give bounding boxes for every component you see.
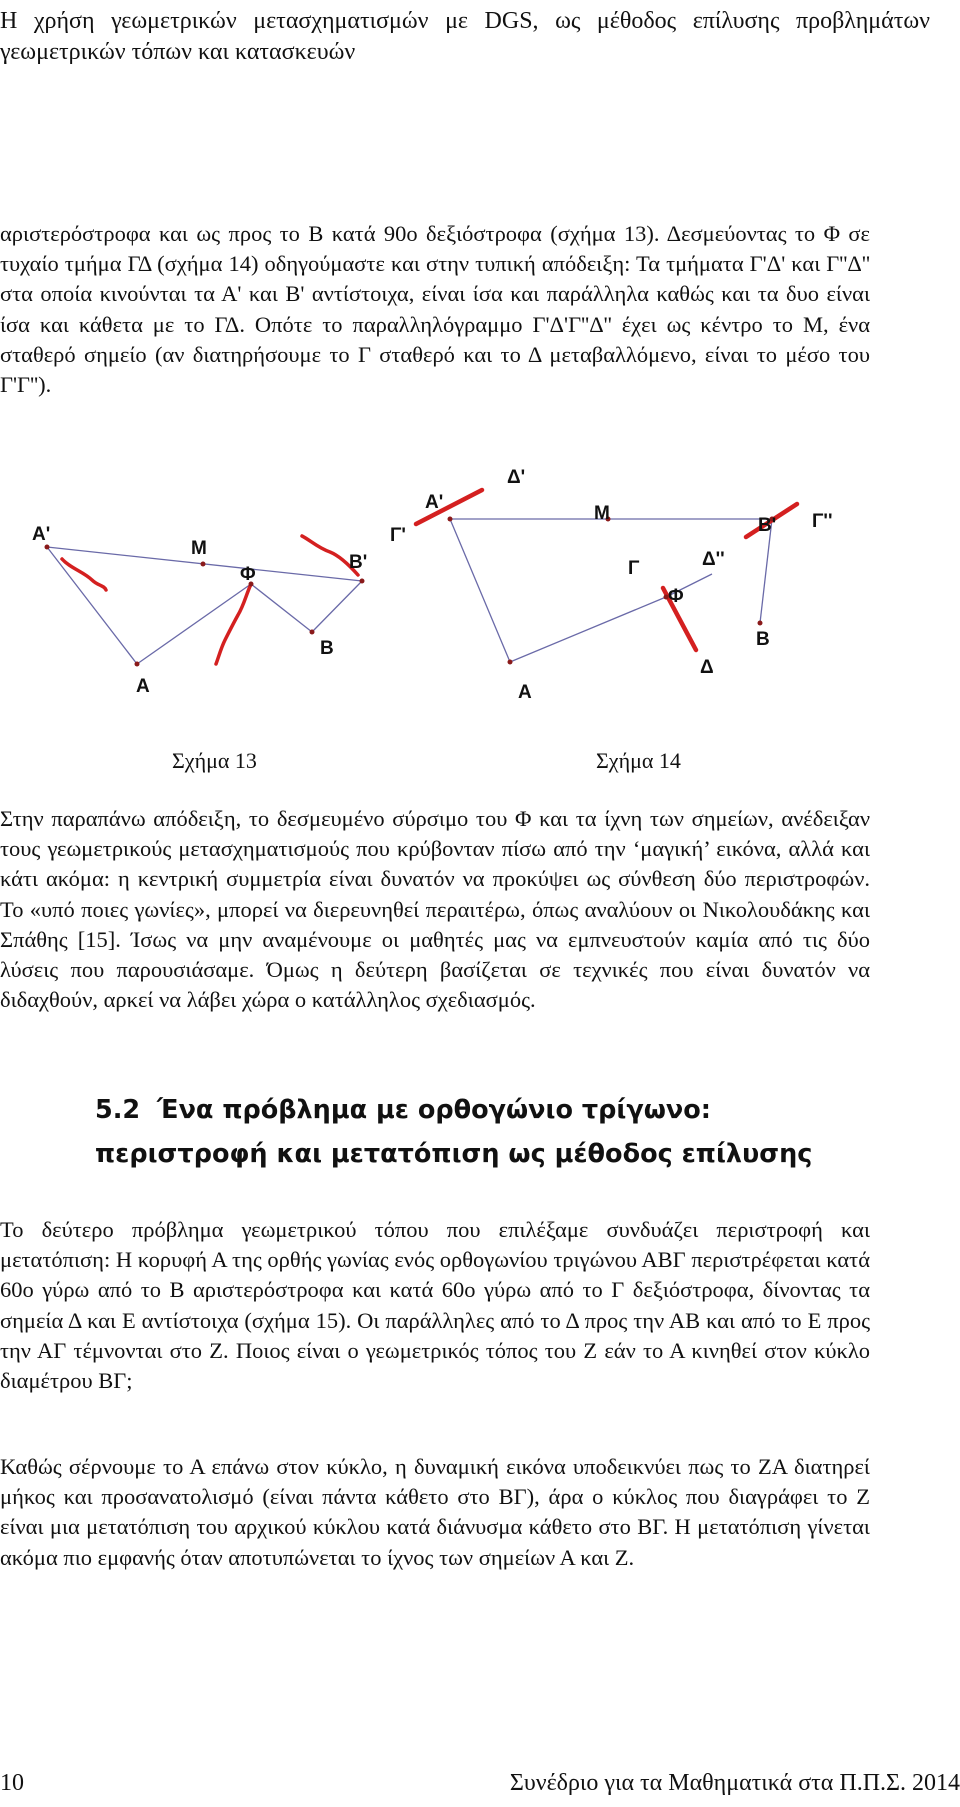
- figure-14: [380, 465, 835, 710]
- caption-figure-13: Σχήμα 13: [172, 748, 257, 773]
- section-heading: [95, 1088, 885, 1176]
- label-a1: Α': [32, 524, 51, 545]
- segment-b-b1: [312, 581, 362, 632]
- label-a: Α: [136, 676, 150, 697]
- segment-a1-a: [47, 547, 137, 664]
- label-d: Δ: [700, 657, 714, 678]
- point-m: [201, 562, 206, 567]
- point-b: [758, 621, 763, 626]
- label-b1: Β': [758, 515, 777, 536]
- paragraph-3: Το δεύτερο πρόβλημα γεωμετρικού τόπου που επιλέξαμε συνδυάζει περιστροφή και μετατόπιση: Η κορυφή Α της ορθής γωνίας ενός ορθογωνίου τριγώνου ΑΒΓ περιστρέφεται κατά 60ο γύρω από το Β αριστερόστροφα και κατά 60ο γύρω από το Γ δεξιόστροφα, δίνοντας τα σημεία Δ και Ε αντίστοιχα (σχήμα 15). Οι παράλληλες από το Δ προς την ΑΒ και από το Ε προς την ΑΓ τέμνονται στο Ζ. Ποιος είναι ο γεωμετρικός τόπος του Ζ εάν το Α κινηθεί στον κύκλο διαμέτρου ΒΓ;: [0, 1217, 870, 1394]
- paragraph-2: Στην παραπάνω απόδειξη, το δεσμευμένο σύρσιμο του Φ και τα ίχνη των σημείων, ανέδειξαν τους γεωμετρικούς μετασχηματισμούς που κρύβονταν πίσω από την ‘μαγική’ εικόνα, αλλά και κάτι ακόμα: η κεντρική συμμετρία είναι δυνατόν να προκύψει ως σύνθεση δύο περιστροφών. Το «υπό ποιες γωνίες», μπορεί να διερευνηθεί περαιτέρω, όπως αναλύουν οι Νικολουδάκης και Σπάθης [15]. Ίσως να μην αναμένουμε οι μαθητές μας να εμπνευστούν καμία από τις δύο λύσεις που παρουσιάσαμε. Όμως η δεύτερη βασίζεται σε τεχνικές που είναι δυνατόν να διδαχθούν, αρκεί να λάβει χώρα ο κατάλληλος σχεδιασμός.: [0, 806, 870, 1013]
- label-d2: Δ'': [702, 549, 725, 570]
- paragraph-4: Καθώς σέρνουμε το Α επάνω στον κύκλο, η δυναμική εικόνα υποδεικνύει πως το ΖΑ διατηρεί μήκος και προσανατολισμό (είναι πάντα κάθετο στο ΒΓ), άρα ο κύκλος που διαγράφει το Ζ είναι μια μετατόπιση του αρχικού κύκλου κατά διάνυσμα κάθετο στο ΒΓ. Η μετατόπιση γίνεται ακόμα πιο εμφανής όταν αποτυπώνεται το ίχνος των σημείων Α και Ζ.: [0, 1454, 870, 1570]
- label-d1: Δ': [507, 467, 526, 488]
- point-a: [508, 660, 513, 665]
- footer-conference: Συνέδριο για τα Μαθηματικά στα Π.Π.Σ. 2014: [509, 1770, 960, 1796]
- segment-a-f: [510, 597, 666, 662]
- paragraph-1: αριστερόστροφα και ως προς το Β κατά 90ο δεξιόστροφα (σχήμα 13). Δεσμεύοντας το Φ σε τυχαίο τμήμα ΓΔ (σχήμα 14) οδηγούμαστε και στην τυπική απόδειξη: Τα τμήματα Γ'Δ' και Γ''Δ'' στα οποία κινούνται τα Α' και Β' αντίστοιχα, είναι ίσα και παράλληλα καθώς και τα δυο είναι ίσα και κάθετα με το ΓΔ. Οπότε το παραλληλόγραμμο Γ'Δ'Γ''Δ'' έχει ως κέντρο το Μ, ένα σταθερό σημείο (αν διατηρήσουμε το Γ σταθερό και το Δ μεταβαλλόμενο, είναι το μέσο του Γ'Γ'').: [0, 221, 870, 398]
- label-a1: Α': [425, 492, 444, 513]
- label-f: Φ: [240, 564, 256, 585]
- label-g: Γ: [628, 558, 640, 579]
- point-b: [310, 630, 315, 635]
- point-b1: [360, 579, 365, 584]
- section-title: Ένα πρόβλημα με ορθογώνιο τρίγωνο: περιστροφή και μετατόπιση ως μέθοδος επίλυσης: [95, 1095, 813, 1169]
- label-a: Α: [518, 682, 532, 703]
- label-g1: Γ': [390, 525, 406, 546]
- point-a1: [45, 545, 50, 550]
- page-number: 10: [0, 1770, 24, 1796]
- caption-figure-14: Σχήμα 14: [596, 748, 681, 773]
- label-m: Μ: [191, 538, 207, 559]
- label-b1: Β': [349, 552, 368, 573]
- segment-f-b: [251, 584, 312, 632]
- label-b: Β: [756, 629, 770, 650]
- figure-13: [20, 505, 380, 705]
- label-g2: Γ'': [812, 511, 833, 532]
- label-f: Φ: [668, 586, 684, 607]
- segment-a1-a: [450, 519, 510, 662]
- section-number: 5.2: [95, 1095, 141, 1125]
- label-m: Μ: [594, 503, 610, 524]
- point-a: [135, 662, 140, 667]
- running-header: Η χρήση γεωμετρικών μετασχηματισμών με DGS, ως μέθοδος επίλυσης προβλημάτων γεωμετρικών τόπων και κατασκευών: [0, 8, 930, 65]
- label-b: Β: [320, 638, 334, 659]
- point-a1: [448, 517, 453, 522]
